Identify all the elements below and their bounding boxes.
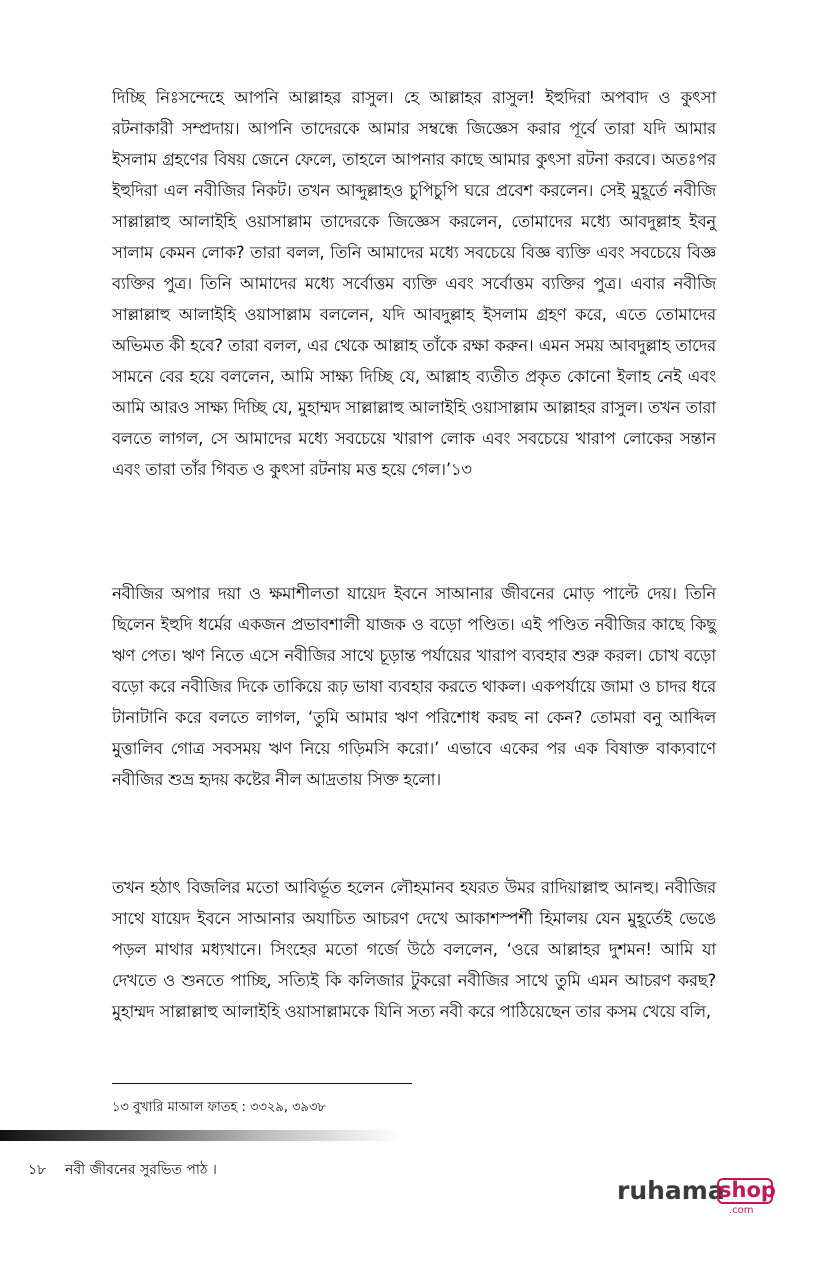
footer-gradient-bar xyxy=(0,1130,400,1141)
page-number: ১৮ xyxy=(28,1162,47,1178)
logo-word-shop: shop xyxy=(719,1178,776,1202)
body-paragraph-3: তখন হঠাৎ বিজলির মতো আবির্ভূত হলেন লৌহমানব হযরত উমর রাদিয়াল্লাহু আনহু। নবীজির সাথে যায়েদ ইবনে সাআনার অযাচিত আচরণ দেখে আকাশস্পর্শী হিমালয় যেন মুহূর্তেই ভেঙে পড়ল মাথার মধ্যখানে। সিংহের মতো গর্জে উঠে বললেন, ‘ওরে আল্লাহর দুশমন! আমি যা দেখতে ও শুনতে পাচ্ছি, সত্যিই কি কলিজার টুকরো নবীজির সাথে তুমি এমন আচরণ করছ? মুহাম্মদ সাল্লাল্লাহু আলাইহি ওয়াসাল্লামকে যিনি সত্য নবী করে পাঠিয়েছেন তার কসম খেয়ে বলি, xyxy=(112,878,716,1021)
logo-domain: .com xyxy=(729,1205,754,1216)
running-head: নবী জীবনের সুরভিত পাঠ । xyxy=(65,1162,217,1178)
ruhamashop-logo xyxy=(617,1176,777,1220)
body-paragraph-2: নবীজির অপার দয়া ও ক্ষমাশীলতা যায়েদ ইবনে সাআনার জীবনের মোড় পাল্টে দেয়। তিনি ছিলেন ইহুদি ধর্মের একজন প্রভাবশালী যাজক ও বড়ো পণ্ডিত। এই পণ্ডিত নবীজির কাছে কিছু ঋণ পেত। ঋণ নিতে এসে নবীজির সাথে চূড়ান্ত পর্যায়ের খারাপ ব্যবহার শুরু করল। চোখ বড়ো বড়ো করে নবীজির দিকে তাকিয়ে রূঢ় ভাষা ব্যবহার করতে থাকল। একপর্যায়ে জামা ও চাদর ধরে টানাটানি করে বলতে লাগল, ‘তুমি আমার ঋণ পরিশোধ করছ না কেন? তোমরা বনু আব্দিল মুত্তালিব গোত্র সবসময় ঋণ নিয়ে গড়িমসি করো।’ এভাবে একের পর এক বিষাক্ত বাক্যবাণে নবীজির শুভ্র হৃদয় কষ্টের নীল আদ্রতায় সিক্ত হলো। xyxy=(112,584,716,789)
footnote-rule xyxy=(112,1083,412,1084)
logo-word-ruhama: ruhama xyxy=(617,1176,725,1205)
footnote: ১৩ বুখারি মাআল ফাতহ : ৩৩২৯, ৩৯৩৮ xyxy=(112,1100,326,1115)
body-paragraph-1: দিচ্ছি নিঃসন্দেহে আপনি আল্লাহর রাসুল। হে আল্লাহর রাসুল! ইহুদিরা অপবাদ ও কুৎসা রটনাকারী সম্প্রদায়। আপনি তাদেরকে আমার সম্বন্ধে জিজ্ঞেস করার পূর্বে তারা যদি আমার ইসলাম গ্রহণের বিষয় জেনে ফেলে, তাহলে আপনার কাছে আমার কুৎসা রটনা করবে। অতঃপর ইহুদিরা এল নবীজির নিকট। তখন আব্দুল্লাহও চুপিচুপি ঘরে প্রবেশ করলেন। সেই মুহূর্তে নবীজি সাল্লাল্লাহু আলাইহি ওয়াসাল্লাম তাদেরকে জিজ্ঞেস করলেন, তোমাদের মধ্যে আবদুল্লাহ ইবনু সালাম কেমন লোক? তারা বলল, তিনি আমাদের মধ্যে সবচেয়ে বিজ্ঞ ব্যক্তি এবং সবচেয়ে বিজ্ঞ ব্যক্তির পুত্র। তিনি আমাদের মধ্যে সর্বোত্তম ব্যক্তি এবং সর্বোত্তম ব্যক্তির পুত্র। এবার নবীজি সাল্লাল্লাহু আলাইহি ওয়াসাল্লাম বললেন, যদি আবদুল্লাহ ইসলাম গ্রহণ করে, এতে তোমাদের অভিমত কী হবে? তারা বলল, এর থেকে আল্লাহ তাঁকে রক্ষা করুন। এমন সময় আবদুল্লাহ তাদের সামনে বের হয়ে বললেন, আমি সাক্ষ্য দিচ্ছি যে, আল্লাহ ব্যতীত প্রকৃত কোনো ইলাহ নেই এবং আমি আরও সাক্ষ্য দিচ্ছি যে, মুহাম্মদ সাল্লাল্লাহু আলাইহি ওয়াসাল্লাম আল্লাহর রাসুল। তখন তারা বলতে লাগল, সে আমাদের মধ্যে সবচেয়ে খারাপ লোক এবং সবচেয়ে খারাপ লোকের সন্তান এবং তারা তাঁর গিবত ও কুৎসা রটনায় মত্ত হয়ে গেল।’১৩ xyxy=(112,88,716,479)
